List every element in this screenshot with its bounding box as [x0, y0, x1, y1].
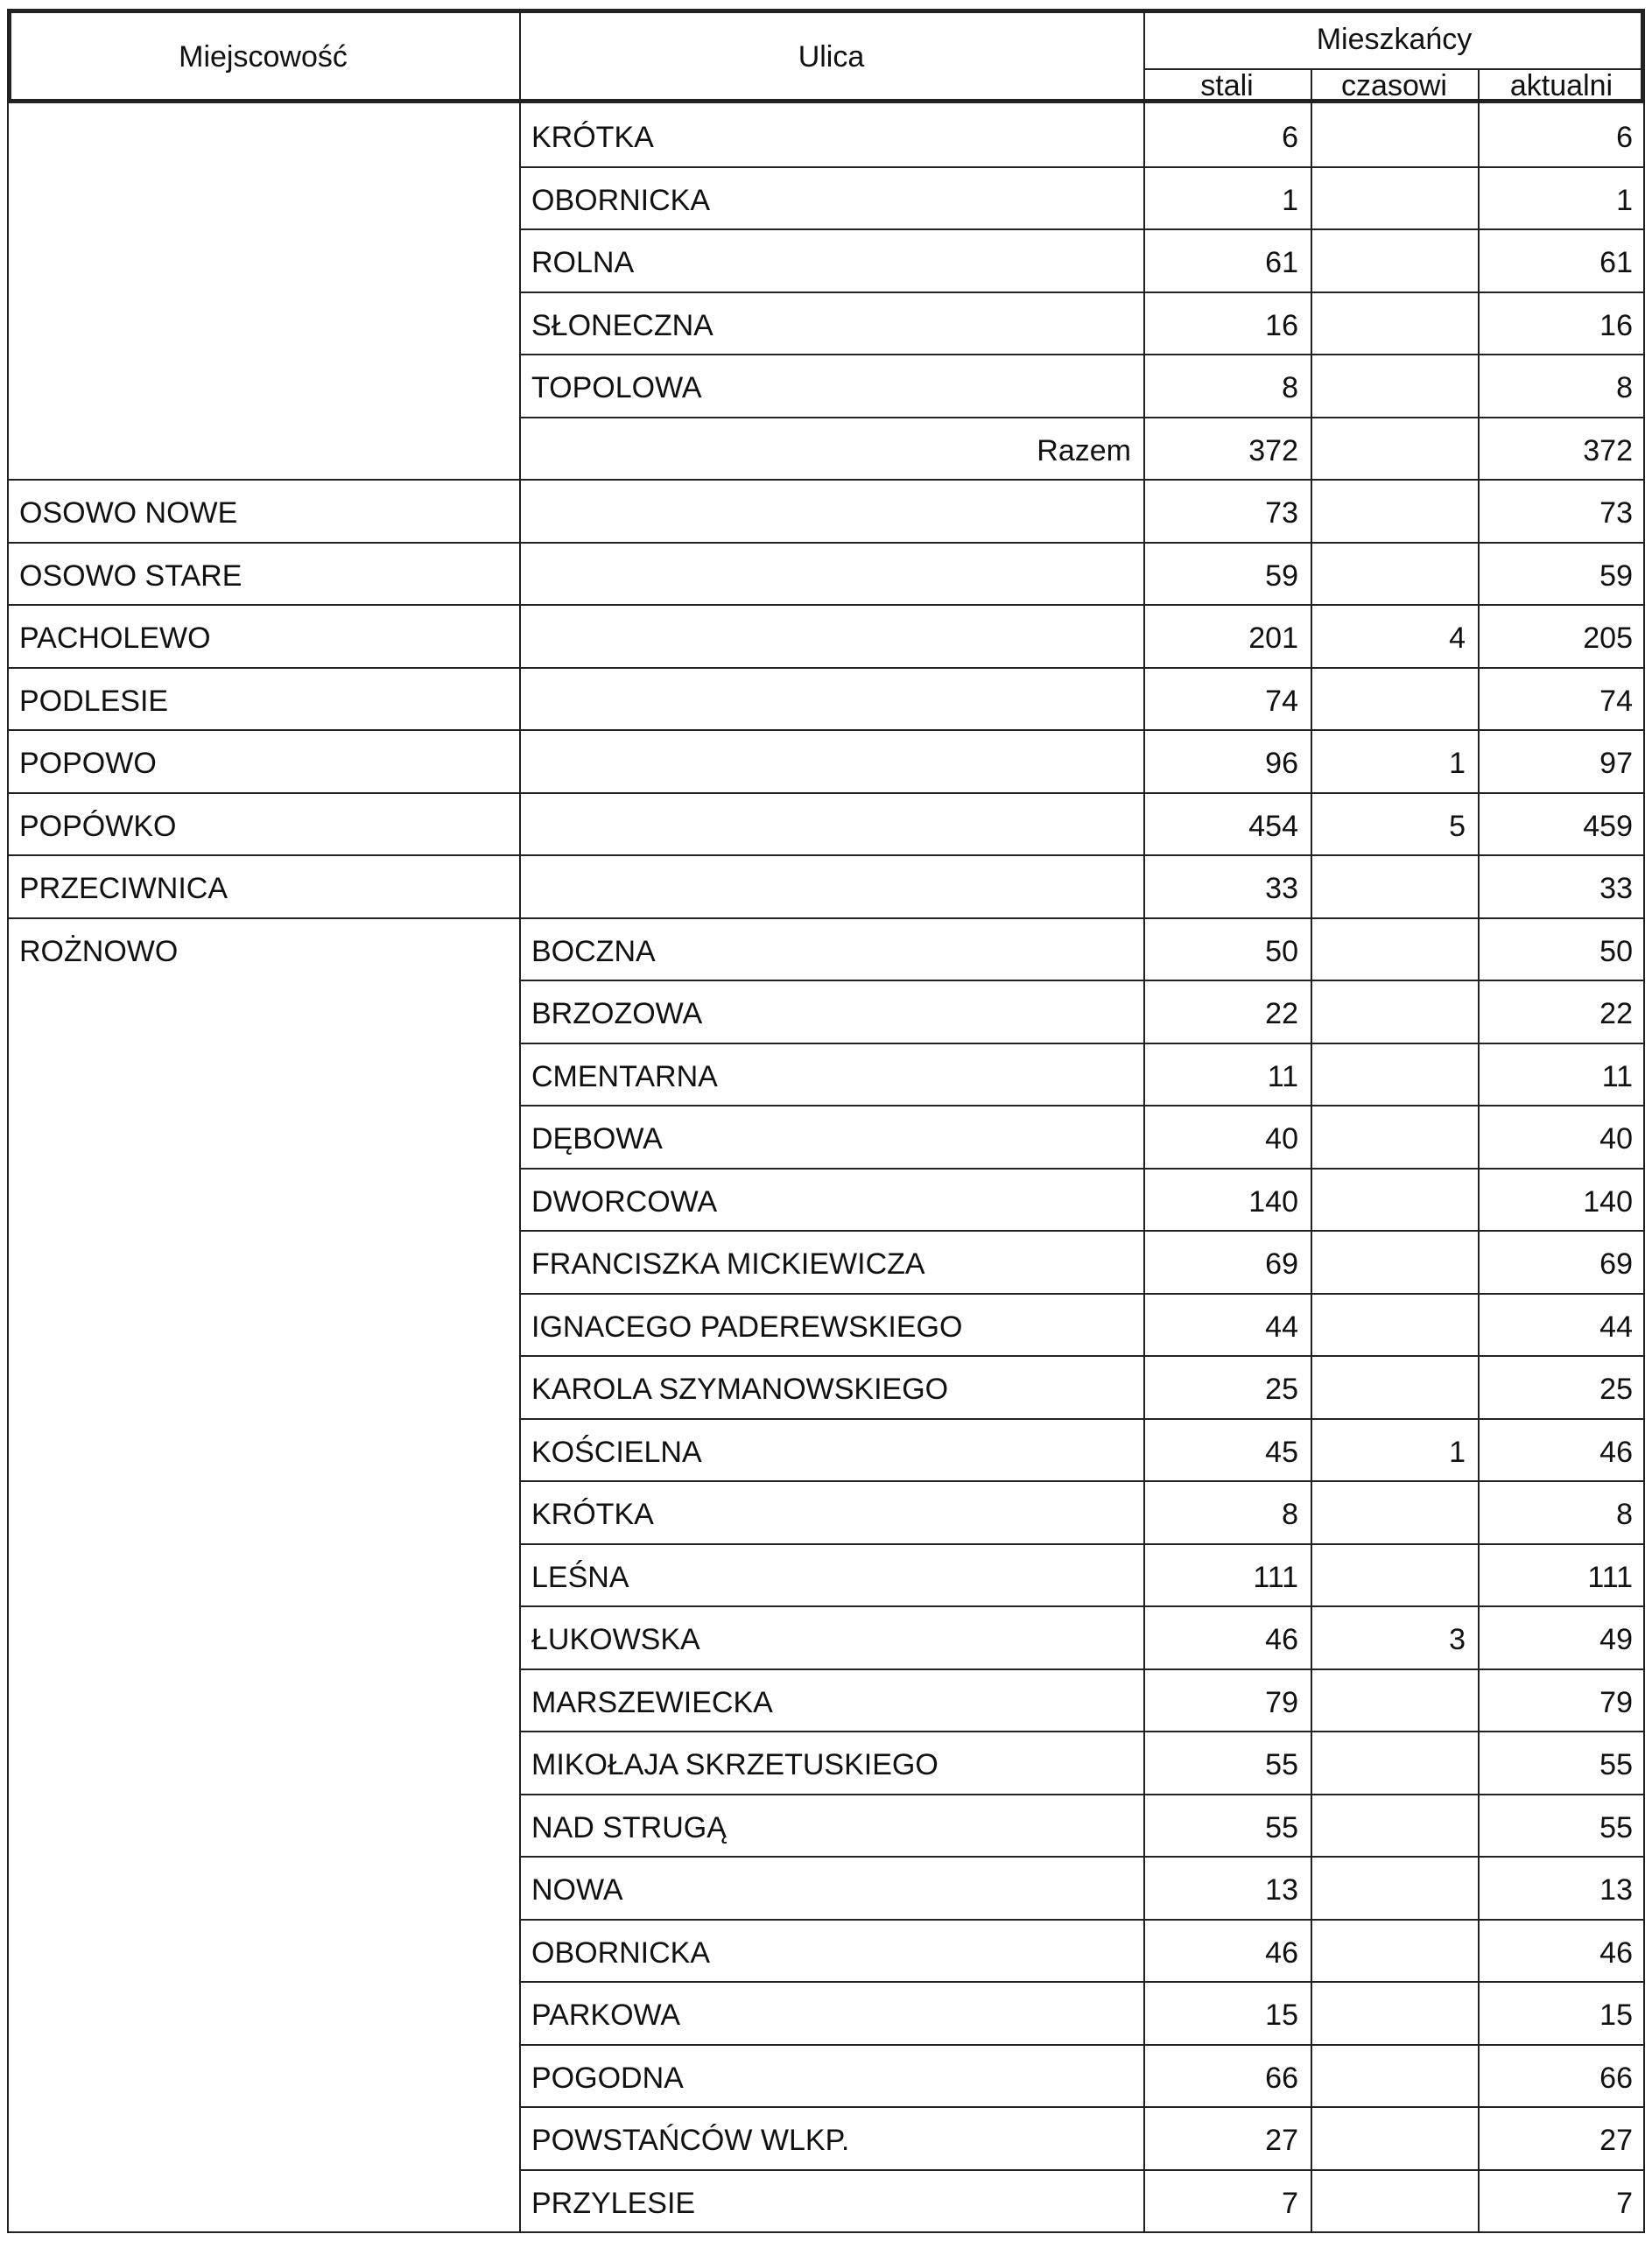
cell-street: PRZYLESIE: [531, 2186, 696, 2220]
cell-current: 33: [1599, 872, 1633, 906]
cell-temporary: [1311, 980, 1478, 1043]
cell-town: [7, 1043, 519, 1106]
cell-town: [7, 1731, 519, 1794]
cell-street: DĘBOWA: [531, 1122, 663, 1156]
cell-street: SŁONECZNA: [531, 308, 714, 342]
cell-temporary: [1311, 1794, 1478, 1857]
cell-temporary: 5: [1449, 809, 1466, 843]
cell-permanent: 50: [1265, 934, 1298, 968]
cell-street: NAD STRUGĄ: [531, 1810, 727, 1844]
cell-town: [7, 1480, 519, 1543]
cell-street: ŁUKOWSKA: [531, 1623, 700, 1657]
cell-permanent: 25: [1265, 1373, 1298, 1407]
cell-permanent: 1: [1282, 183, 1298, 217]
cell-temporary: [1311, 1981, 1478, 2044]
cell-street: LEŚNA: [531, 1560, 629, 1594]
header-permanent: stali: [1200, 68, 1254, 102]
cell-current: 15: [1599, 1999, 1633, 2033]
cell-permanent: 74: [1265, 684, 1298, 718]
cell-temporary: [1311, 354, 1478, 417]
cell-street: KRÓTKA: [531, 1498, 654, 1532]
cell-permanent: 69: [1265, 1247, 1298, 1282]
cell-temporary: [1311, 917, 1478, 980]
cell-permanent: 6: [1282, 121, 1298, 155]
cell-current: 61: [1599, 246, 1633, 280]
cell-permanent: 73: [1265, 496, 1298, 530]
cell-current: 7: [1616, 2186, 1633, 2220]
cell-street: KRÓTKA: [531, 121, 654, 155]
cell-town: PRZECIWNICA: [19, 872, 228, 906]
cell-town: [7, 417, 519, 480]
cell-town: PODLESIE: [19, 684, 169, 718]
cell-current: 459: [1583, 809, 1633, 843]
cell-town: [7, 1230, 519, 1293]
cell-street: POWSTAŃCÓW WLKP.: [531, 2124, 850, 2158]
cell-permanent: 15: [1265, 1999, 1298, 2033]
cell-town: [7, 1543, 519, 1606]
cell-temporary: 1: [1449, 747, 1466, 781]
cell-temporary: [1311, 417, 1478, 480]
cell-current: 205: [1583, 622, 1633, 656]
header-residents: Mieszkańcy: [1316, 22, 1473, 56]
cell-street: FRANCISZKA MICKIEWICZA: [531, 1247, 925, 1282]
cell-town: POPÓWKO: [19, 809, 177, 843]
cell-current: 16: [1599, 308, 1633, 342]
cell-street: BRZOZOWA: [531, 997, 703, 1031]
cell-current: 55: [1599, 1748, 1633, 1782]
cell-town: PACHOLEWO: [19, 622, 211, 656]
cell-current: 13: [1599, 1873, 1633, 1907]
cell-temporary: [1311, 1230, 1478, 1293]
cell-temporary: [1311, 1480, 1478, 1543]
cell-street: OBORNICKA: [531, 1935, 711, 1970]
cell-permanent: 454: [1248, 809, 1298, 843]
cell-temporary: [1311, 1293, 1478, 1356]
cell-current: 11: [1601, 1059, 1633, 1093]
cell-town: POPOWO: [19, 747, 157, 781]
cell-temporary: [1311, 2044, 1478, 2107]
cell-town: [7, 292, 519, 355]
cell-street: [519, 729, 1143, 792]
cell-temporary: [1311, 1043, 1478, 1106]
cell-town: OSOWO NOWE: [19, 496, 238, 530]
cell-street: MIKOŁAJA SKRZETUSKIEGO: [531, 1748, 938, 1782]
cell-town: OSOWO STARE: [19, 558, 243, 593]
cell-town: [7, 1293, 519, 1356]
header-town: Miejscowość: [179, 39, 348, 74]
cell-town: [7, 2169, 519, 2232]
cell-permanent: 46: [1265, 1623, 1298, 1657]
cell-temporary: [1311, 1105, 1478, 1168]
cell-street: OBORNICKA: [531, 183, 711, 217]
header-street: Ulica: [798, 39, 865, 74]
cell-street: [519, 792, 1143, 855]
cell-current: 55: [1599, 1810, 1633, 1844]
cell-current: 49: [1599, 1623, 1633, 1657]
header-current: aktualni: [1509, 68, 1613, 102]
cell-permanent: 55: [1265, 1810, 1298, 1844]
cell-temporary: [1311, 2169, 1478, 2232]
cell-temporary: [1311, 1856, 1478, 1919]
cell-temporary: 1: [1449, 1435, 1466, 1469]
cell-town: [7, 1105, 519, 1168]
cell-current: 40: [1599, 1122, 1633, 1156]
cell-temporary: 4: [1449, 622, 1466, 656]
cell-street: MARSZEWIECKA: [531, 1685, 773, 1719]
cell-permanent: 33: [1265, 872, 1298, 906]
cell-permanent: 40: [1265, 1122, 1298, 1156]
cell-permanent: 8: [1282, 371, 1298, 405]
cell-street: KOŚCIELNA: [531, 1435, 702, 1469]
cell-temporary: [1311, 1543, 1478, 1606]
cell-permanent: 22: [1265, 997, 1298, 1031]
cell-town: [7, 166, 519, 229]
cell-town: [7, 103, 519, 166]
cell-temporary: [1311, 1355, 1478, 1418]
cell-current: 79: [1599, 1685, 1633, 1719]
cell-permanent: 44: [1265, 1310, 1298, 1344]
cell-permanent: 7: [1282, 2186, 1298, 2220]
cell-current: 73: [1599, 496, 1633, 530]
cell-town: [7, 1856, 519, 1919]
cell-temporary: [1311, 103, 1478, 166]
cell-street: POGODNA: [531, 2061, 684, 2095]
cell-temporary: [1311, 667, 1478, 730]
cell-town: [7, 2106, 519, 2169]
cell-permanent: 79: [1265, 1685, 1298, 1719]
cell-current: 8: [1616, 371, 1633, 405]
cell-town: [7, 1981, 519, 2044]
cell-town: [7, 1168, 519, 1231]
cell-temporary: [1311, 1919, 1478, 1982]
cell-street: [519, 542, 1143, 605]
cell-temporary: [1311, 228, 1478, 292]
cell-street: Razem: [1037, 433, 1131, 467]
cell-permanent: 27: [1265, 2124, 1298, 2158]
cell-permanent: 372: [1248, 433, 1298, 467]
cell-current: 8: [1616, 1498, 1633, 1532]
cell-town: [7, 1418, 519, 1481]
cell-street: [519, 479, 1143, 542]
cell-street: BOCZNA: [531, 934, 656, 968]
cell-town: ROŻNOWO: [19, 934, 179, 968]
cell-permanent: 201: [1248, 622, 1298, 656]
cell-permanent: 16: [1265, 308, 1298, 342]
cell-current: 59: [1599, 558, 1633, 593]
cell-current: 27: [1599, 2124, 1633, 2158]
cell-street: TOPOLOWA: [531, 371, 702, 405]
cell-current: 97: [1599, 747, 1633, 781]
cell-temporary: [1311, 1731, 1478, 1794]
cell-permanent: 140: [1248, 1184, 1298, 1219]
cell-permanent: 59: [1265, 558, 1298, 593]
cell-temporary: 3: [1449, 1623, 1466, 1657]
cell-street: DWORCOWA: [531, 1184, 718, 1219]
cell-town: [7, 1794, 519, 1857]
cell-temporary: [1311, 292, 1478, 355]
cell-current: 111: [1587, 1560, 1633, 1594]
cell-town: [7, 228, 519, 292]
cell-town: [7, 354, 519, 417]
cell-temporary: [1311, 1168, 1478, 1231]
cell-temporary: [1311, 2106, 1478, 2169]
cell-temporary: [1311, 1668, 1478, 1732]
header-temporary: czasowi: [1341, 68, 1447, 102]
cell-current: 372: [1583, 433, 1633, 467]
cell-permanent: 13: [1265, 1873, 1298, 1907]
cell-street: [519, 854, 1143, 917]
cell-town: [7, 1605, 519, 1668]
cell-street: ROLNA: [531, 246, 635, 280]
cell-street: CMENTARNA: [531, 1059, 718, 1093]
cell-street: [519, 667, 1143, 730]
cell-temporary: [1311, 542, 1478, 605]
cell-permanent: 96: [1265, 747, 1298, 781]
cell-street: [519, 604, 1143, 667]
cell-street: IGNACEGO PADEREWSKIEGO: [531, 1310, 963, 1344]
cell-current: 22: [1599, 997, 1633, 1031]
cell-temporary: [1311, 166, 1478, 229]
cell-street: PARKOWA: [531, 1999, 681, 2033]
cell-permanent: 45: [1265, 1435, 1298, 1469]
cell-permanent: 111: [1253, 1560, 1298, 1594]
cell-current: 46: [1599, 1935, 1633, 1970]
cell-current: 44: [1599, 1310, 1633, 1344]
cell-current: 50: [1599, 934, 1633, 968]
cell-current: 140: [1583, 1184, 1633, 1219]
cell-permanent: 8: [1282, 1498, 1298, 1532]
cell-permanent: 46: [1265, 1935, 1298, 1970]
cell-permanent: 61: [1265, 246, 1298, 280]
cell-current: 25: [1599, 1373, 1633, 1407]
cell-current: 74: [1599, 684, 1633, 718]
row-divider: [7, 2231, 1645, 2233]
cell-permanent: 55: [1265, 1748, 1298, 1782]
cell-town: [7, 980, 519, 1043]
cell-temporary: [1311, 854, 1478, 917]
cell-town: [7, 1919, 519, 1982]
cell-current: 6: [1616, 121, 1633, 155]
cell-street: NOWA: [531, 1873, 623, 1907]
cell-town: [7, 1668, 519, 1732]
cell-street: KAROLA SZYMANOWSKIEGO: [531, 1373, 949, 1407]
cell-current: 1: [1616, 183, 1633, 217]
cell-temporary: [1311, 479, 1478, 542]
cell-current: 69: [1599, 1247, 1633, 1282]
cell-town: [7, 2044, 519, 2107]
cell-permanent: 11: [1267, 1059, 1298, 1093]
cell-town: [7, 1355, 519, 1418]
cell-permanent: 66: [1265, 2061, 1298, 2095]
cell-current: 66: [1599, 2061, 1633, 2095]
cell-current: 46: [1599, 1435, 1633, 1469]
